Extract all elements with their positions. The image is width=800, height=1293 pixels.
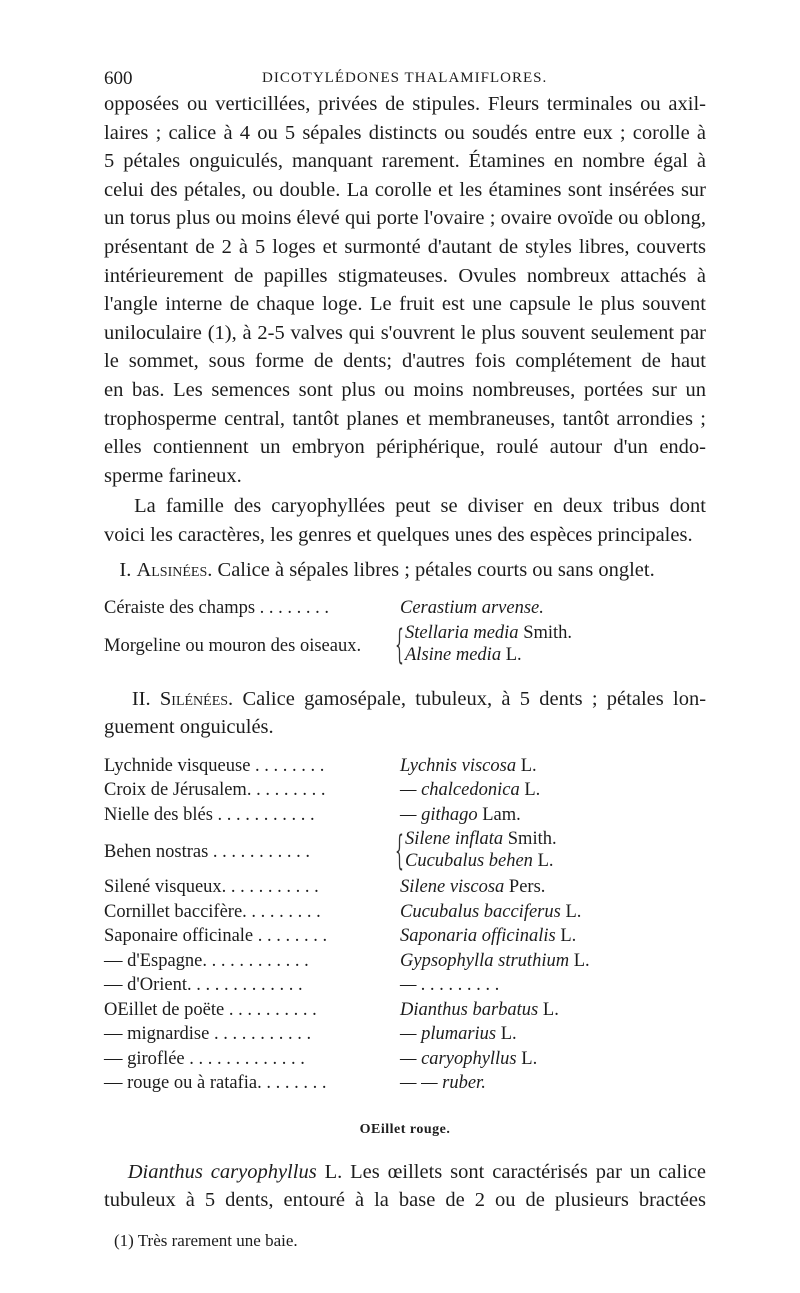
intro-paragraph	[104, 90, 706, 490]
latin-name	[400, 951, 590, 972]
author-abbrev: L.	[538, 999, 559, 1020]
text-line: l'angle interne de chaque loge. Le fruit est une capsule le plus souvent	[104, 293, 706, 316]
species-row	[104, 1073, 706, 1098]
tribe-description: Calice à sépales libres ; pétales courts ou sans onglet.	[217, 558, 655, 581]
final-line-2: tubuleux à 5 dents, entouré à la base de 2 ou de plusieurs bractées	[104, 1189, 706, 1212]
common-name: OEillet de poëte . . . . . . . . . .	[104, 999, 317, 1020]
latin-name	[400, 902, 581, 923]
common-name: Croix de Jérusalem. . . . . . . . .	[104, 780, 326, 801]
text-line: un torus plus ou moins élevé qui porte l'ovaire ; ovaire ovoïde ou oblong,	[104, 207, 706, 230]
species-table-silenees	[104, 756, 706, 1098]
binomial: — caryophyllus	[400, 1048, 517, 1069]
binomial: Cucubalus bacciferus	[400, 901, 561, 922]
footnote: (1) Très rarement une baie.	[114, 1230, 298, 1250]
final-line-1: L. Les œillets sont caractérisés par un calice	[316, 1160, 706, 1183]
binomial: Saponaria officinalis	[400, 926, 556, 947]
binomial: — githago	[400, 804, 478, 825]
text-line: 5 pétales onguiculés, manquant rarement. Étamines en nombre égal à	[104, 150, 706, 173]
text-line: uniloculaire (1), à 2-5 valves qui s'ouvrent le plus souvent seulement par	[104, 321, 706, 344]
common-name: Nielle des blés . . . . . . . . . . .	[104, 804, 315, 825]
author-abbrev: L.	[555, 926, 577, 947]
latin-name	[400, 598, 544, 619]
common-name: Cornillet baccifère. . . . . . . . .	[104, 901, 321, 922]
common-name: Silené visqueux. . . . . . . . . . .	[104, 877, 319, 898]
tribe-description: Calice gamosépale, tubuleux, à 5 dents ; pétales lon-	[242, 687, 707, 710]
section-subheading: OEillet rouge.	[359, 1121, 451, 1137]
latin-name	[400, 1024, 517, 1045]
species-row-synonyms	[104, 829, 706, 877]
binomial: Cerastium arvense.	[400, 598, 544, 619]
latin-name	[400, 1049, 537, 1070]
final-paragraph	[104, 1158, 706, 1215]
latin-name: Cucubalus behen L.	[405, 851, 554, 872]
text-line: La famille des caryophyllées peut se diviser en deux tribus dont	[104, 495, 706, 518]
species-row	[104, 902, 706, 927]
common-name: — mignardise . . . . . . . . . . .	[104, 1024, 312, 1045]
author-abbrev: L.	[519, 780, 541, 801]
text-line: voici les caractères, les genres et quelques unes des espèces principales.	[104, 523, 693, 546]
latin-name	[400, 926, 576, 947]
author-abbrev: L.	[496, 1024, 517, 1045]
common-name: Saponaire officinale . . . . . . . .	[104, 926, 328, 947]
text-line: laires ; calice à 4 ou 5 sépales distincts ou soudés entre eux ; corolle à	[104, 121, 706, 144]
species-row	[104, 926, 706, 951]
latin-name	[400, 756, 537, 777]
brace-icon: {	[395, 621, 404, 668]
latin-name	[400, 877, 545, 898]
species-row	[104, 756, 706, 781]
binomial: Dianthus barbatus	[400, 999, 539, 1020]
common-name: Lychnide visqueuse . . . . . . . .	[104, 755, 325, 776]
binomial: Lychnis viscosa	[400, 755, 517, 776]
binomial: — — ruber.	[400, 1073, 486, 1094]
tribe-name: Silénées.	[159, 687, 234, 710]
latin-name: Stellaria media Smith.	[405, 622, 573, 643]
species-row	[104, 1000, 706, 1025]
tribe-name: Alsinées.	[136, 558, 213, 581]
common-name: — rouge ou à ratafia. . . . . . . .	[104, 1073, 327, 1094]
text-line: le sommet, sous forme de dents; d'autres fois complétement de haut	[104, 350, 706, 373]
latin-name	[400, 1000, 559, 1021]
species-binomial: Dianthus caryophyllus	[127, 1160, 317, 1183]
tribe-numeral: I.	[119, 558, 132, 581]
common-name: Behen nostras . . . . . . . . . . .	[104, 842, 311, 863]
tribe-numeral: II.	[131, 687, 151, 710]
text-line: trophosperme central, tantôt planes et membraneuses, tantôt arrondies ;	[104, 407, 706, 430]
division-paragraph	[104, 492, 706, 549]
binomial: — . . . . . . . . .	[400, 975, 500, 996]
binomial: Gypsophylla struthium	[400, 950, 570, 971]
text-line: elles contiennent un embryon périphérique, roulé autour d'un endo-	[104, 436, 706, 459]
page-number: 600	[104, 68, 133, 89]
running-title: DICOTYLÉDONES THALAMIFLORES.	[262, 70, 548, 86]
species-row	[104, 877, 706, 902]
latin-name	[400, 975, 500, 996]
common-name: Morgeline ou mouron des oiseaux.	[104, 635, 362, 656]
text-line: présentant de 2 à 5 loges et surmonté d'autant de styles libres, couverts	[104, 235, 706, 258]
binomial: — chalcedonica	[400, 780, 520, 801]
binomial: — plumarius	[400, 1024, 497, 1045]
tribe-silenees	[104, 685, 706, 742]
species-row	[104, 805, 706, 830]
latin-name	[400, 805, 521, 826]
species-row	[104, 598, 706, 623]
common-name: — d'Espagne. . . . . . . . . . . .	[104, 950, 309, 971]
author-abbrev: L.	[516, 1048, 538, 1069]
page	[104, 60, 706, 1251]
latin-name	[400, 780, 540, 801]
species-row	[104, 1049, 706, 1074]
brace-icon: {	[395, 828, 404, 875]
tribe-description-cont: guement onguiculés.	[104, 716, 274, 739]
author-abbrev: L.	[569, 950, 590, 971]
page-header	[104, 60, 706, 90]
text-line: opposées ou verticillées, privées de stipules. Fleurs terminales ou axil-	[104, 93, 706, 115]
text-line: en bas. Les semences sont plus ou moins nombreuses, portées sur un	[104, 378, 706, 401]
author-abbrev: Pers.	[504, 877, 546, 898]
common-name: Céraiste des champs . . . . . . . .	[104, 598, 330, 619]
tribe-alsinees	[104, 556, 706, 585]
binomial: Silene viscosa	[400, 877, 505, 898]
species-row-synonyms	[104, 623, 706, 671]
species-row	[104, 780, 706, 805]
latin-name: Alsine media L.	[405, 644, 522, 665]
author-abbrev: L.	[516, 755, 537, 776]
species-row	[104, 951, 706, 976]
species-table-alsinees	[104, 598, 706, 671]
species-row	[104, 975, 706, 1000]
text-line: celui des pétales, ou double. La corolle et les étamines sont insérées sur	[104, 178, 706, 201]
text-line: intérieurement de papilles stigmateuses. Ovules nombreux attachés à	[104, 264, 706, 287]
common-name: — d'Orient. . . . . . . . . . . . .	[104, 975, 303, 996]
author-abbrev: L.	[560, 901, 582, 922]
author-abbrev: Lam.	[477, 804, 521, 825]
text-line: sperme farineux.	[104, 464, 242, 487]
latin-name: Silene inflata Smith.	[405, 829, 557, 850]
species-row	[104, 1024, 706, 1049]
latin-name	[400, 1073, 486, 1094]
common-name: — giroflée . . . . . . . . . . . . .	[104, 1048, 305, 1069]
